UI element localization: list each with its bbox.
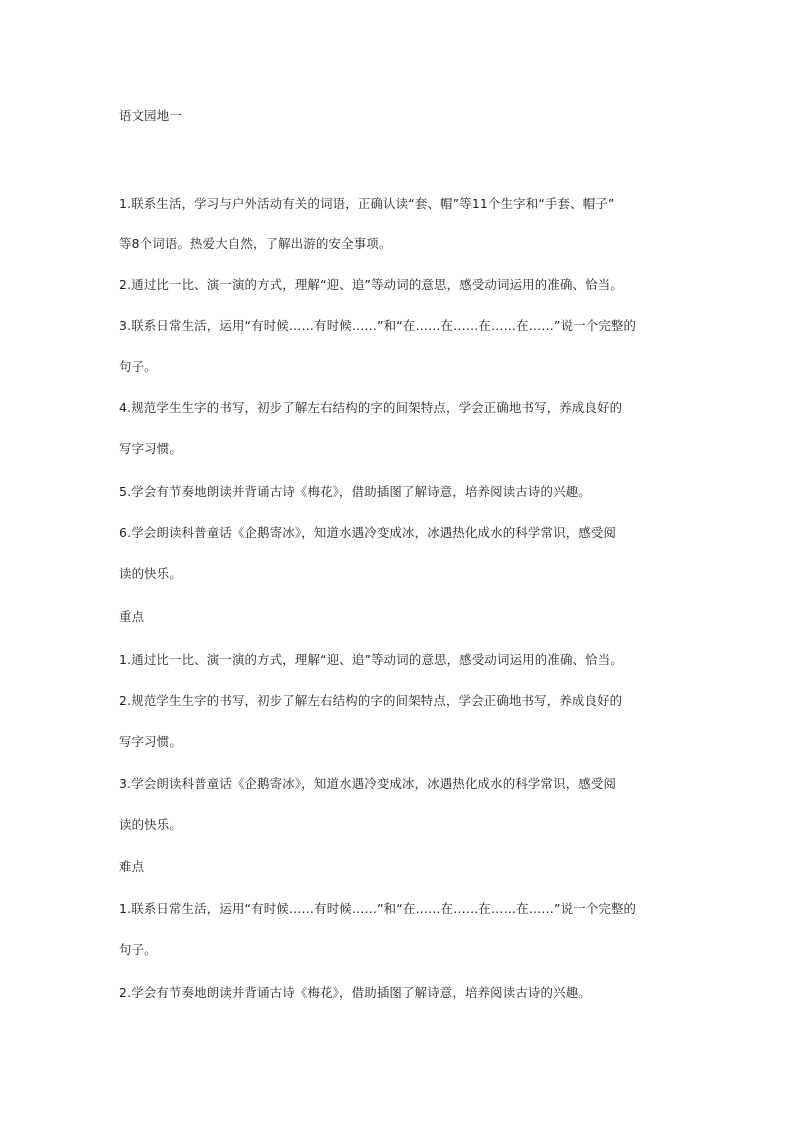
key-points-heading: 重点 (119, 609, 145, 624)
objective-line: 句子。 (119, 359, 157, 374)
objective-line: 读的快乐。 (119, 566, 182, 581)
difficulties-heading: 难点 (119, 859, 145, 874)
objective-line: 等8个词语。热爱大自然，了解出游的安全事项。 (119, 236, 392, 251)
document-title: 语文园地一 (119, 108, 182, 123)
key-point-line: 写字习惯。 (119, 734, 182, 749)
objective-line: 4.规范学生生字的书写，初步了解左右结构的字的间架特点，学会正确地书写，养成良好的 (119, 400, 623, 415)
objective-line: 6.学会朗读科普童话《企鹅寄冰》，知道水遇冷变成冰，冰遇热化成水的科学常识，感受阅 (119, 525, 617, 540)
difficulty-line: 2.学会有节奏地朗读并背诵古诗《梅花》，借助插图了解诗意，培养阅读古诗的兴趣。 (119, 985, 591, 1000)
objective-line: 2.通过比一比、演一演的方式，理解“迎、追”等动词的意思，感受动词运用的准确、恰当。 (119, 277, 623, 292)
key-point-line: 2.规范学生生字的书写，初步了解左右结构的字的间架特点，学会正确地书写，养成良好的 (119, 693, 623, 708)
objective-line: 写字习惯。 (119, 441, 182, 456)
difficulty-line: 1.联系日常生活，运用“有时候……有时候……”和“在……在……在……在……”说一个完整的 (119, 901, 637, 916)
objective-line: 5.学会有节奏地朗读并背诵古诗《梅花》，借助插图了解诗意，培养阅读古诗的兴趣。 (119, 484, 591, 499)
difficulty-line: 句子。 (119, 942, 157, 957)
objective-line: 3.联系日常生活，运用“有时候……有时候……”和“在……在……在……在……”说一个完整的 (119, 318, 637, 333)
key-point-line: 读的快乐。 (119, 817, 182, 832)
objective-line: 1.联系生活，学习与户外活动有关的词语，正确认读“套、帽”等11个生字和“手套、帽子” (119, 196, 615, 211)
key-point-line: 3.学会朗读科普童话《企鹅寄冰》，知道水遇冷变成冰，冰遇热化成水的科学常识，感受阅 (119, 776, 617, 791)
key-point-line: 1.通过比一比、演一演的方式，理解“迎、追”等动词的意思，感受动词运用的准确、恰当。 (119, 652, 623, 667)
